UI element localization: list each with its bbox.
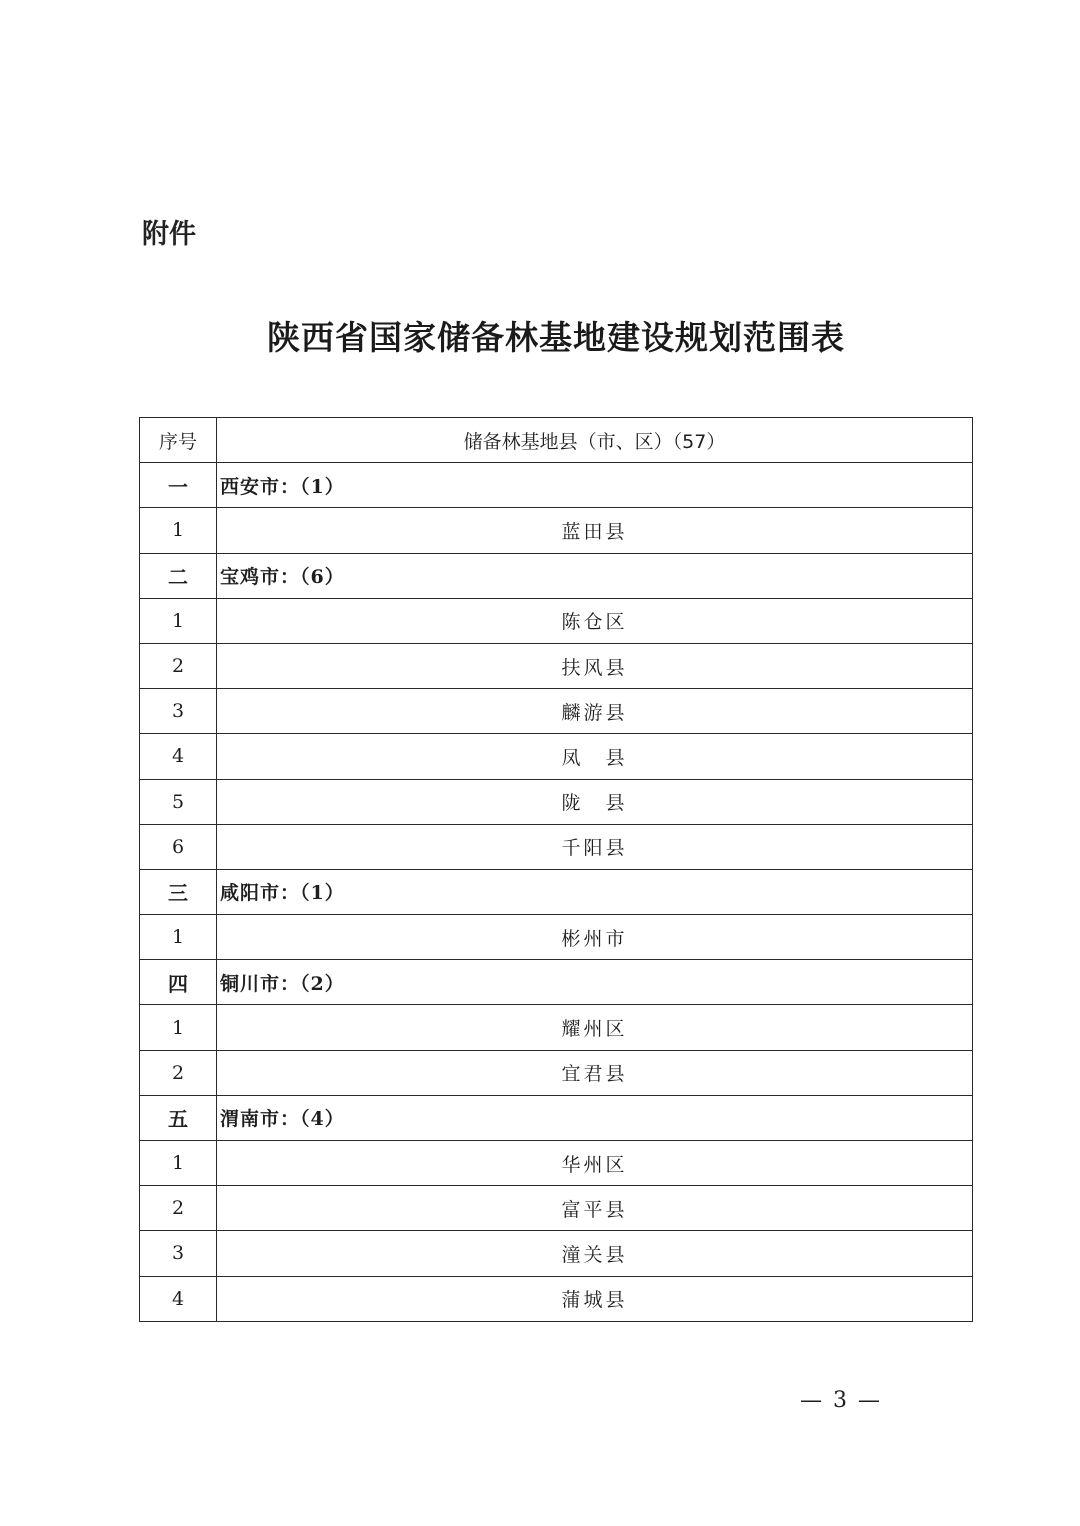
county-row — [140, 1005, 973, 1050]
county-row — [140, 643, 973, 688]
page-number: — 3 — — [800, 1388, 882, 1413]
county-name: 陈仓区 — [217, 598, 973, 643]
county-name: 千阳县 — [217, 824, 973, 869]
row-number: 1 — [140, 1005, 217, 1050]
group-number: 五 — [140, 1095, 217, 1140]
county-name: 潼关县 — [217, 1231, 973, 1276]
group-number: 一 — [140, 463, 217, 508]
city-name: 咸阳市：（1） — [217, 869, 973, 914]
county-name: 凤 县 — [217, 734, 973, 779]
county-row — [140, 779, 973, 824]
county-row — [140, 508, 973, 553]
city-group-row — [140, 960, 973, 1005]
row-number: 1 — [140, 1141, 217, 1186]
county-name: 华州区 — [217, 1141, 973, 1186]
row-number: 4 — [140, 734, 217, 779]
header-counties: 储备林基地县（市、区）（57） — [217, 418, 973, 463]
city-name: 宝鸡市：（6） — [217, 553, 973, 598]
group-number: 二 — [140, 553, 217, 598]
row-number: 1 — [140, 915, 217, 960]
row-number: 1 — [140, 598, 217, 643]
county-row — [140, 689, 973, 734]
county-name: 蒲城县 — [217, 1276, 973, 1321]
county-name: 彬州市 — [217, 915, 973, 960]
row-number: 3 — [140, 1231, 217, 1276]
city-group-row — [140, 1095, 973, 1140]
county-name: 富平县 — [217, 1186, 973, 1231]
group-number: 四 — [140, 960, 217, 1005]
county-row — [140, 915, 973, 960]
city-name: 渭南市：（4） — [217, 1095, 973, 1140]
planning-scope-table — [139, 417, 973, 1322]
county-row — [140, 598, 973, 643]
row-number: 3 — [140, 689, 217, 734]
attachment-label: 附件 — [142, 219, 196, 250]
county-row — [140, 1231, 973, 1276]
city-name: 铜川市：（2） — [217, 960, 973, 1005]
header-seq: 序号 — [140, 418, 217, 463]
row-number: 5 — [140, 779, 217, 824]
document-title: 陕西省国家储备林基地建设规划范围表 — [267, 318, 845, 357]
city-group-row — [140, 869, 973, 914]
row-number: 1 — [140, 508, 217, 553]
city-group-row — [140, 553, 973, 598]
county-row — [140, 1050, 973, 1095]
city-group-row — [140, 463, 973, 508]
county-name: 麟游县 — [217, 689, 973, 734]
county-name: 蓝田县 — [217, 508, 973, 553]
row-number: 6 — [140, 824, 217, 869]
county-row — [140, 1276, 973, 1321]
row-number: 2 — [140, 1186, 217, 1231]
group-number: 三 — [140, 869, 217, 914]
city-name: 西安市：（1） — [217, 463, 973, 508]
county-name: 陇 县 — [217, 779, 973, 824]
row-number: 4 — [140, 1276, 217, 1321]
county-row — [140, 1141, 973, 1186]
county-row — [140, 734, 973, 779]
county-name: 耀州区 — [217, 1005, 973, 1050]
county-row — [140, 1186, 973, 1231]
row-number: 2 — [140, 1050, 217, 1095]
county-name: 宜君县 — [217, 1050, 973, 1095]
county-name: 扶风县 — [217, 643, 973, 688]
table-header-row — [140, 418, 973, 463]
county-row — [140, 824, 973, 869]
row-number: 2 — [140, 643, 217, 688]
